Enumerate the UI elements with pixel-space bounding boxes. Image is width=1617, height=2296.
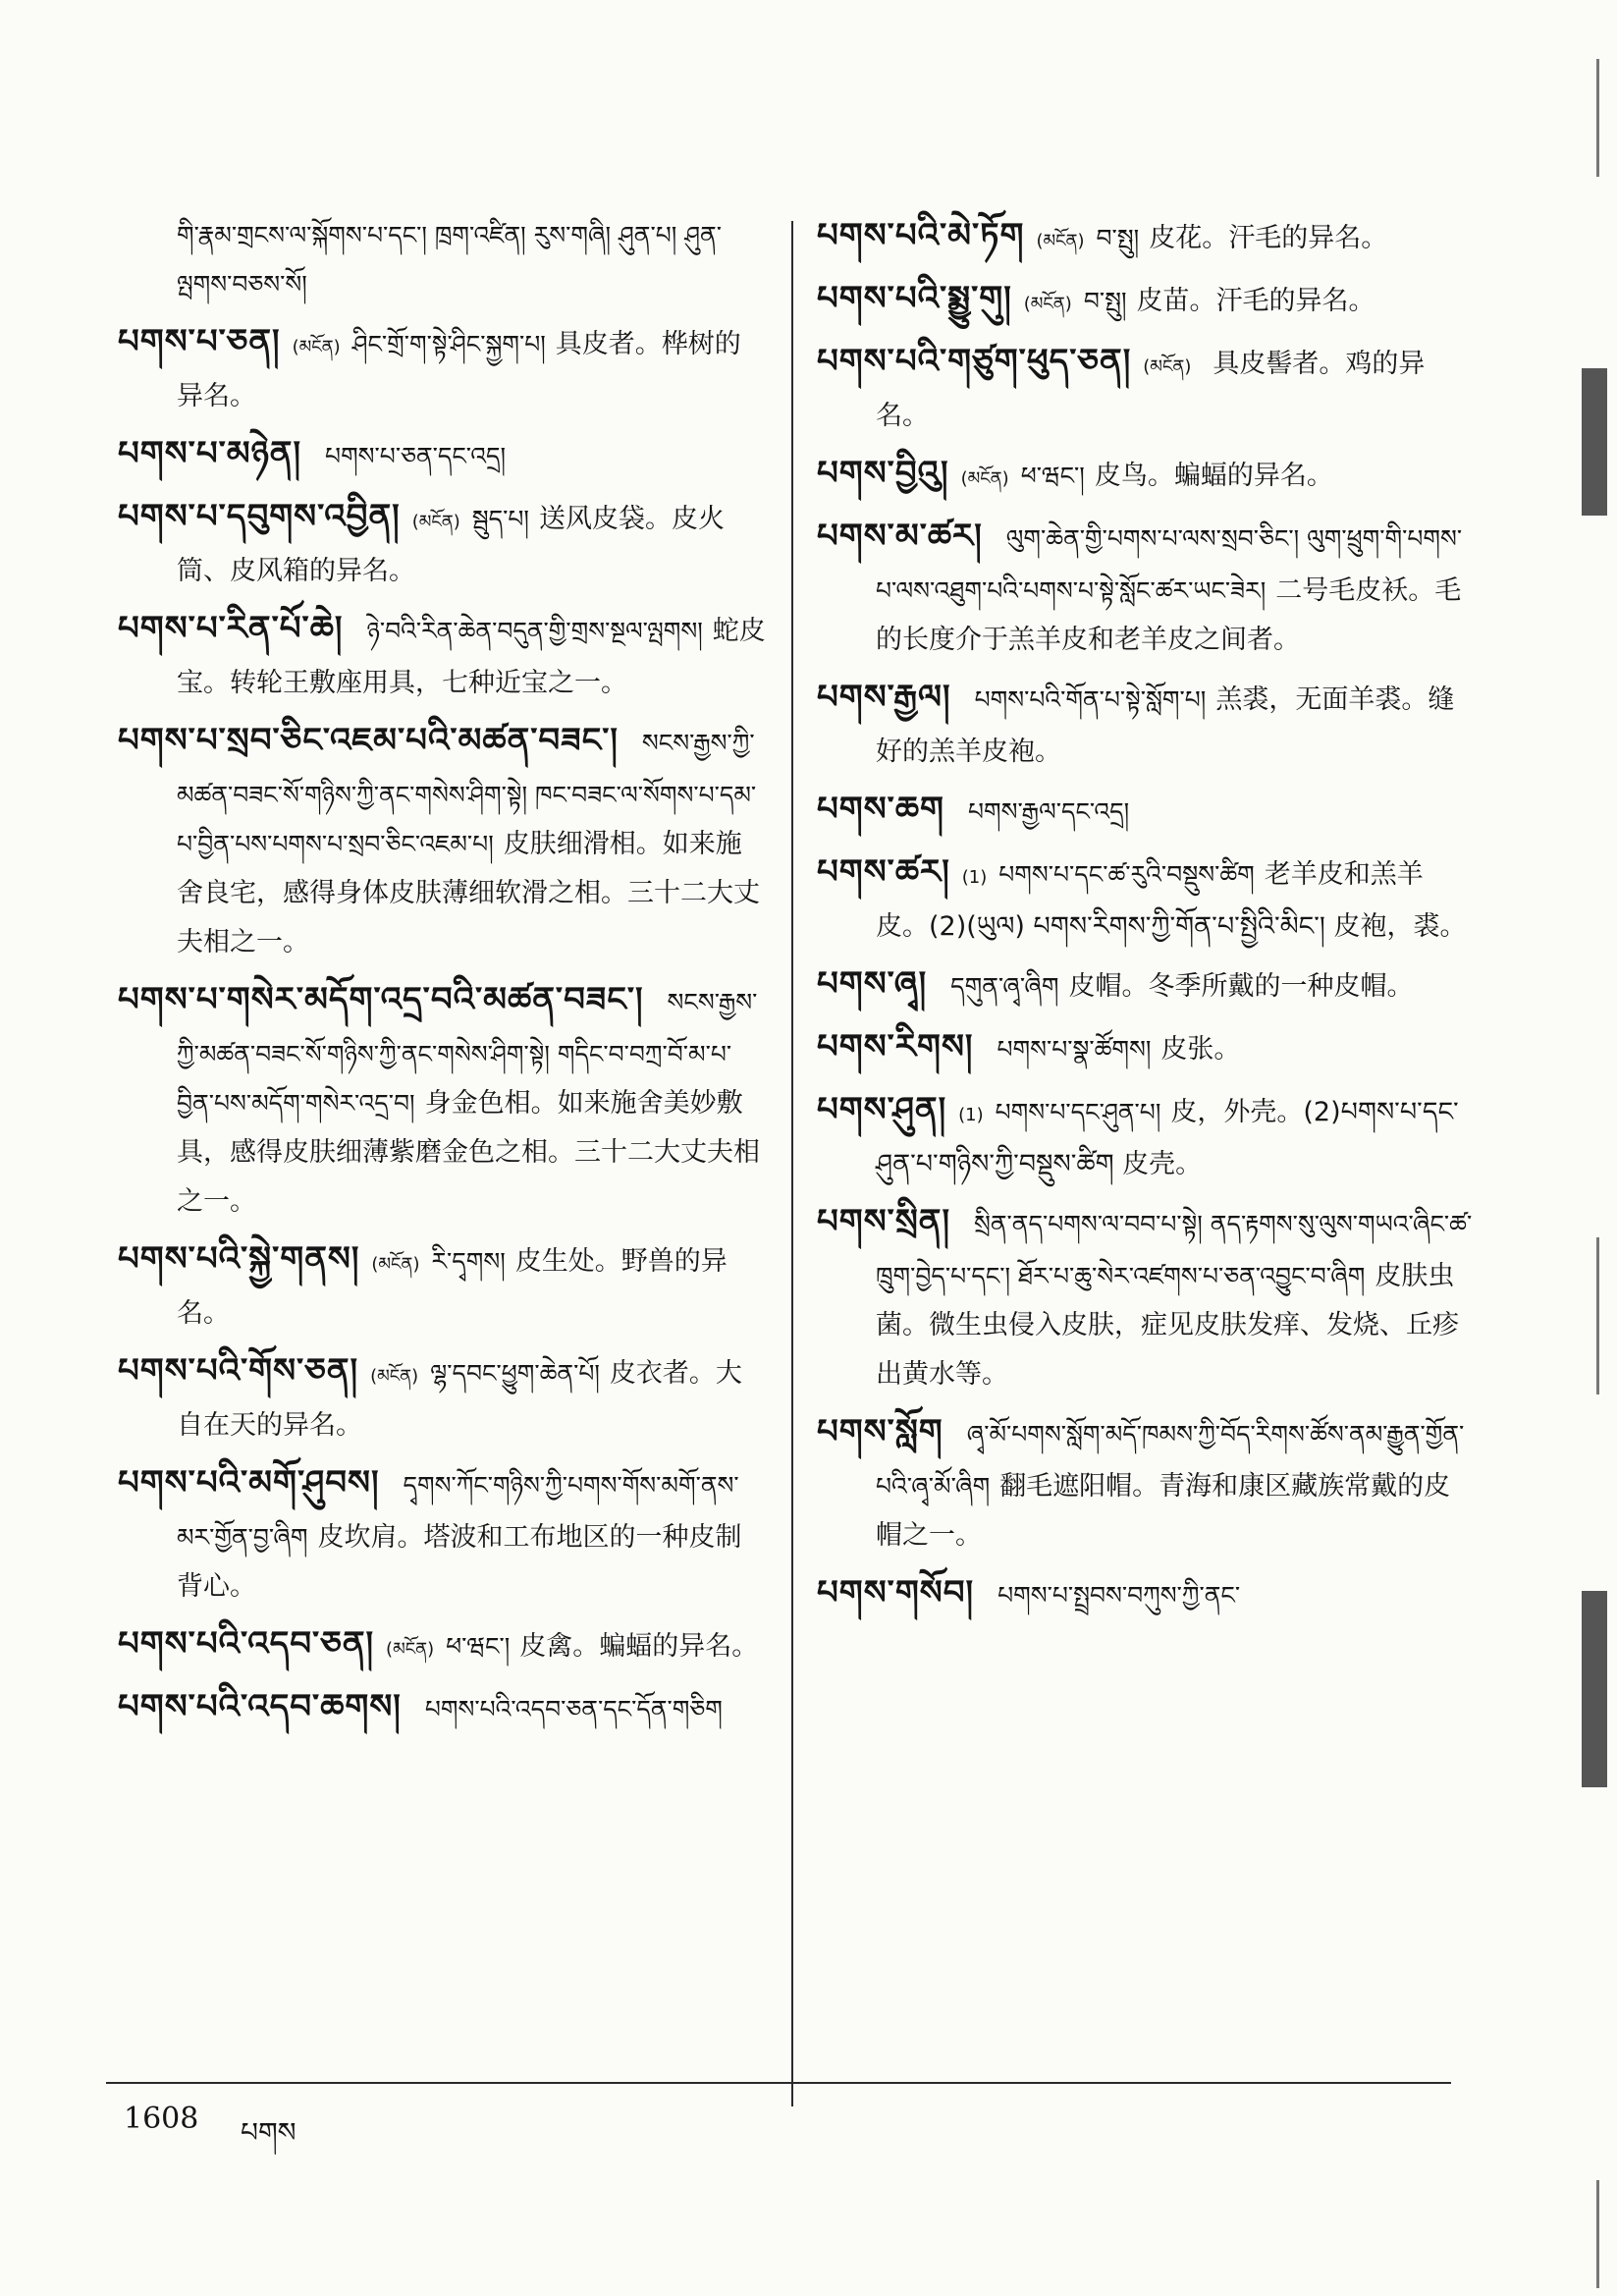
source-tag: (མངོན) <box>1023 294 1072 314</box>
scan-edge-mark <box>1582 368 1607 516</box>
source-tag: (མངོན) <box>371 1254 420 1275</box>
headword: པགས་པ་རིན་པོ་ཆེ། <box>118 609 344 648</box>
dictionary-entry <box>118 317 766 421</box>
tibetan-definition: ཉེ་བའི་རིན་ཆེན་བདུན་གྱི་གྲས་སྔལ་ལྤགས། <box>366 617 703 645</box>
headword: པགས་པའི་མེ་ཏོག <box>817 216 1025 255</box>
tibetan-definition: ཞྭ་མོ་པགས་སློག་མདོ་ཁམས་ཀྱི་བོད་རིགས་ཚོས་ནམ་རྒྱུན་གྱོན་པའི་ཞྭ་མོ་ཞིག <box>876 1420 1465 1501</box>
source-tag: (མངོན) <box>1036 231 1085 251</box>
dictionary-entry <box>817 785 1475 840</box>
dictionary-entry <box>118 975 766 1227</box>
source-tag: (མངོན) <box>960 468 1009 489</box>
dictionary-entry <box>118 1682 766 1737</box>
entry-text: གི་རྣམ་གྲངས་ལ་སྐོགས་པ་དང་། ཁྲག་འཛིན། རུས་གཞི། ཤུན་པ། ཤུན་ལྤགས་བཅས་སོ། <box>177 221 722 299</box>
scan-edge-dash <box>1596 59 1599 177</box>
scan-edge-dash <box>1596 2180 1599 2288</box>
dictionary-entry <box>118 429 766 484</box>
dictionary-entry <box>118 211 766 309</box>
headword: པགས་པའི་འདབ་ཆགས། <box>118 1687 402 1726</box>
source-tag: (མངོན) <box>370 1366 419 1387</box>
dictionary-entry <box>817 1568 1475 1623</box>
dictionary-entry <box>118 1346 766 1450</box>
tibetan-definition: པགས་པ་དང་ཤུན་པ། <box>995 1098 1161 1126</box>
tibetan-definition: དྭགས་ཀོང་གཉིས་ཀྱི་པགས་གོས་མགོ་ནས་མར་གྱོན་བྱ་ཞིག <box>177 1471 739 1552</box>
dictionary-entry <box>118 1619 766 1674</box>
chinese-definition: 翻毛遮阳帽。青海和康区藏族常戴的皮帽之一。 <box>876 1471 1451 1551</box>
dictionary-entry <box>817 1197 1475 1399</box>
chinese-definition: 皮张。 <box>1160 1034 1241 1065</box>
chinese-definition: 羔裘，无面羊裘。缝好的羔羊皮袍。 <box>876 684 1455 767</box>
chinese-definition: 老羊皮和羔羊皮。(2)(ཡུལ) པགས་རིགས་ཀྱི་གོན་པ་སྤྱིའི་མིང་། 皮袍，裘。 <box>876 859 1467 942</box>
chinese-definition: 身金色相。如来施舍美妙敷具，感得皮肤细薄紫磨金色之相。三十二大丈夫相之一。 <box>177 1088 760 1217</box>
headword: པགས་མ་ཚར། <box>817 517 983 556</box>
page-number: 1608 <box>124 2102 199 2136</box>
tibetan-definition: སྦུད་པ། <box>471 505 529 533</box>
chinese-definition: 具皮髻者。鸡的异名。 <box>876 349 1426 431</box>
right-column <box>817 211 1475 1631</box>
headword: པགས་པའི་སྨྱུ་གུ། <box>817 279 1012 318</box>
tibetan-definition: ཕ་ཝང་། <box>446 1632 511 1661</box>
tibetan-definition: སངས་རྒྱས་ཀྱི་མཚན་བཟང་སོ་གཉིས་ཀྱི་ནང་གསེས་ཤིག་སྟེ། གདིང་བ་བཀྲ་བོ་མ་པ་བྱིན་པས་མདོག་གསེར་འདྲ་བ། <box>177 988 758 1118</box>
headword: པགས་ཤུན། <box>817 1090 947 1129</box>
chinese-definition: 二号毛皮袄。毛的长度介于羔羊皮和老羊皮之间者。 <box>876 575 1462 655</box>
dictionary-entry <box>817 1407 1475 1560</box>
chinese-definition: 皮肤虫菌。微生虫侵入皮肤，症见皮肤发痒、发烧、丘疹出黄水等。 <box>876 1261 1459 1390</box>
headword: པགས་པའི་འདབ་ཅན། <box>118 1624 375 1664</box>
dictionary-entry <box>118 1234 766 1339</box>
tibetan-definition: པགས་པའི་འདབ་ཅན་དང་དོན་གཅིག <box>424 1695 723 1723</box>
tibetan-definition: པགས་རྒྱལ་དང་འདྲ། <box>967 797 1130 826</box>
headword: པགས་སྲིན། <box>817 1202 950 1241</box>
dictionary-entry <box>817 1085 1475 1189</box>
tibetan-definition: པགས་པ་དང་ཚ་རུའི་བསྡུས་ཚིག <box>998 860 1255 889</box>
headword: པགས་ཚར། <box>817 852 950 892</box>
headword: པགས་ཆག <box>817 790 944 829</box>
chinese-definition: 皮鸟。蝙蝠的异名。 <box>1094 461 1333 491</box>
tibetan-definition: པགས་པ་སྤྲབས་བཀུས་ཀྱི་ནང་ <box>997 1581 1241 1610</box>
headword: པགས་པའི་གཙུག་ཕུད་ཅན། <box>817 342 1132 381</box>
chinese-definition: 送风皮袋。皮火筒、皮风箱的异名。 <box>177 504 725 586</box>
headword: པགས་པ་ཅན། <box>118 322 281 361</box>
source-tag: (མངོན) <box>292 337 341 357</box>
chinese-definition: 皮禽。蝙蝠的异名。 <box>519 1631 759 1662</box>
headword: པགས་པ་མཉེན། <box>118 434 302 473</box>
dictionary-entry <box>118 1458 766 1612</box>
dictionary-entry <box>118 604 766 708</box>
tibetan-definition: སངས་རྒྱས་ཀྱི་མཚན་བཟང་སོ་གཉིས་ཀྱི་ནང་གསེས་ཤིག་སྟེ། ཁང་བཟང་ལ་སོགས་པ་དམ་པ་བྱིན་པས་པགས་པ་སྲབ་ཅིང་འཇམ་པ། <box>177 729 757 858</box>
headword: པགས་པ་གསེར་མདོག་འདྲ་བའི་མཚན་བཟང་། <box>118 980 644 1019</box>
chinese-definition: 皮坎肩。塔波和工布地区的一种皮制背心。 <box>177 1522 742 1602</box>
headword: པགས་བྱིའུ། <box>817 454 949 493</box>
chinese-definition: 具皮者。桦树的异名。 <box>177 329 741 411</box>
dictionary-entry <box>817 512 1475 665</box>
tibetan-definition: བ་སྤུ། <box>1096 224 1140 252</box>
column-divider <box>791 221 793 2106</box>
chinese-definition: 皮花。汗毛的异名。 <box>1149 223 1388 253</box>
chinese-definition: 皮生处。野兽的异名。 <box>177 1246 728 1329</box>
headword: པགས་པ་དབུགས་འབྱིན། <box>118 497 401 536</box>
headword: པགས་སློག <box>817 1412 943 1451</box>
scan-edge-dash <box>1596 1237 1599 1394</box>
tibetan-definition: རི་དྭགས། <box>431 1247 506 1276</box>
dictionary-entry <box>817 337 1475 441</box>
dictionary-entry <box>817 959 1475 1014</box>
chinese-definition: 皮肤细滑相。如来施舍良宅，感得身体皮肤薄细软滑之相。三十二大丈夫相之一。 <box>177 829 760 957</box>
tibetan-definition: དགུན་ཞྭ་ཞིག <box>950 972 1059 1001</box>
headword: པགས་པ་སྲབ་ཅིང་འཇམ་པའི་མཚན་བཟང་། <box>118 721 619 760</box>
headword: པགས་ཞྭ། <box>817 964 928 1004</box>
scan-edge-mark <box>1582 1591 1607 1787</box>
footer-rule <box>106 2082 1451 2084</box>
tibetan-definition: སྲིན་ནད་པགས་ལ་བབ་པ་སྟེ། ནད་རྟགས་སུ་ལུས་གཡའ་ཞིང་ཚ་ཁྲུག་བྱེད་པ་དང་། ཐོར་པ་ཆུ་སེར་འཛགས་པ་ཅན་འབྱུང་བ་ཞིག <box>876 1210 1473 1290</box>
dictionary-entry <box>817 1022 1475 1077</box>
tibetan-definition: ལུག་ཆེན་གྱི་པགས་པ་ལས་སྲབ་ཅིང་། ལུག་ཕྲུག་གི་པགས་པ་ལས་འཐུག་པའི་པགས་པ་སྟེ་སློང་ཚར་ཡང་ཟེར། <box>876 524 1463 605</box>
source-tag: (མངོན) <box>411 512 460 532</box>
headword: པགས་རིགས། <box>817 1027 974 1066</box>
tibetan-definition: ཤིང་གྲོ་ག་སྟེ་ཤིང་སྐྱག་པ། <box>351 330 546 358</box>
dictionary-entry <box>817 673 1475 777</box>
headword: པགས་གསོབ། <box>817 1573 975 1613</box>
dictionary-entry <box>817 274 1475 329</box>
source-tag: (མངོན) <box>386 1639 435 1660</box>
source-tag: (1) <box>958 1105 984 1125</box>
dictionary-entry <box>118 492 766 596</box>
dictionary-entry <box>817 449 1475 504</box>
tibetan-definition: བ་སྤུ། <box>1083 287 1127 315</box>
tibetan-definition: ཕ་ཝང་། <box>1020 462 1085 490</box>
running-head: པགས <box>241 2116 296 2149</box>
chinese-definition: 皮苗。汗毛的异名。 <box>1136 286 1375 316</box>
dictionary-entry <box>118 716 766 967</box>
chinese-definition: 皮衣者。大自在天的异名。 <box>177 1358 742 1441</box>
tibetan-definition: པགས་པ་ཅན་དང་འདྲ། <box>325 442 507 470</box>
dictionary-entry <box>817 211 1475 266</box>
chinese-definition: 皮帽。冬季所戴的一种皮帽。 <box>1068 971 1414 1002</box>
chinese-definition: 皮，外壳。(2)པགས་པ་དང་ཤུན་པ་གཉིས་ཀྱི་བསྡུས་ཚིག 皮壳。 <box>876 1097 1459 1179</box>
headword: པགས་རྒྱལ། <box>817 678 951 717</box>
headword: པགས་པའི་གོས་ཅན། <box>118 1351 359 1391</box>
chinese-definition: 蛇皮宝。转轮王敷座用具，七种近宝之一。 <box>177 616 766 698</box>
tibetan-definition: ལྷ་དབང་ཕྱུག་ཆེན་པོ། <box>430 1359 600 1388</box>
headword: པགས་པའི་སྐྱེ་གནས། <box>118 1239 360 1279</box>
source-tag: (མངོན) <box>1143 356 1192 377</box>
left-column <box>118 211 766 1745</box>
tibetan-definition: པགས་པ་སྣ་ཚོགས། <box>997 1035 1152 1064</box>
source-tag: (1) <box>961 867 988 888</box>
headword: པགས་པའི་མགོ་ཤུབས། <box>118 1463 380 1503</box>
tibetan-definition: པགས་པའི་གོན་པ་སྟེ་སློག་པ། <box>974 685 1207 714</box>
dictionary-entry <box>817 847 1475 952</box>
